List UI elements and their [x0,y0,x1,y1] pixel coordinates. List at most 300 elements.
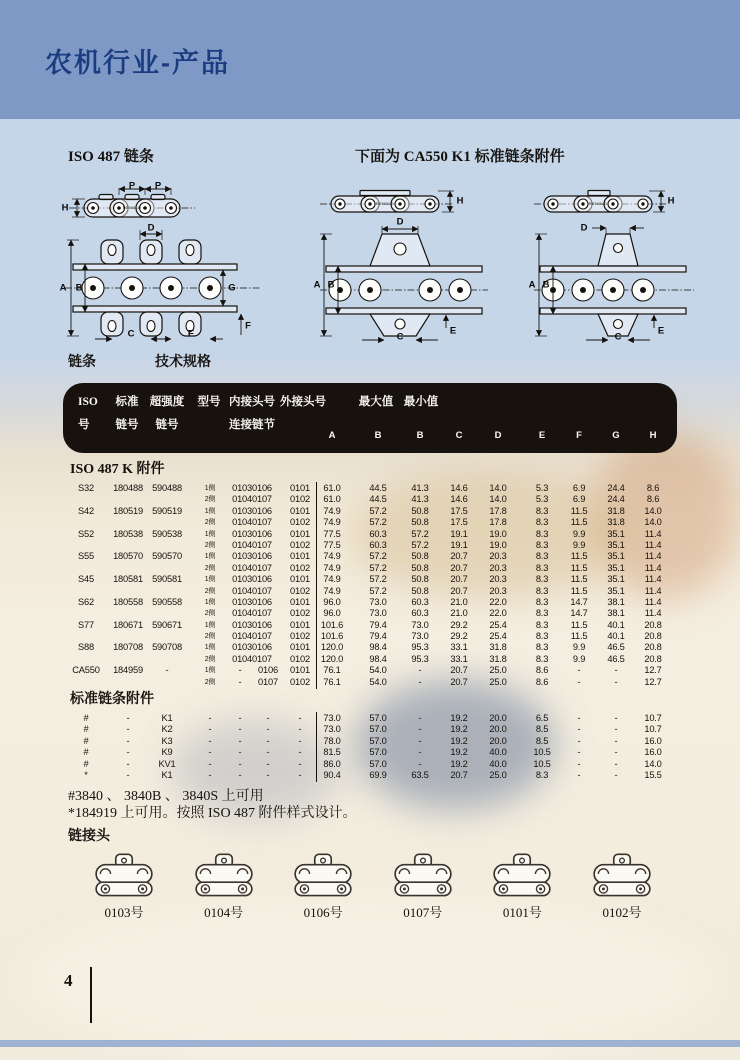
table-cell: 98.4 [369,642,387,653]
table-cell: 20.3 [489,574,507,585]
table-cell: 8.6 [646,494,660,505]
table-cell: 74.9 [323,505,341,516]
table-cell: # [83,758,89,769]
table-cell: 17.8 [489,517,507,528]
table-cell: - [418,758,422,769]
table-cell: 95.3 [411,653,429,664]
table-header [63,383,677,453]
table-rows [0,461,740,781]
table-cell: 29.2 [450,631,468,642]
dim-label-d: D [396,216,404,228]
dim-label-e: E [187,328,195,340]
table-cell: 2侧 [204,678,216,686]
col-iso-line2: 号 [78,419,90,431]
table-cell: 9.9 [572,653,586,664]
column-divider [316,769,317,782]
table-cell: 69.9 [369,769,387,780]
connector-item [178,852,270,919]
brand-text: RENOLD [122,205,142,210]
table-cell: 74.9 [323,517,341,528]
table-cell: - [238,735,242,746]
table-cell: - [266,747,270,758]
table-cell: 11.5 [570,517,588,528]
col-model: 型号 [197,396,221,408]
connector-label: 0103号 [104,905,144,921]
table-cell: 120.0 [320,642,344,653]
table-cell: 0102 [290,676,310,687]
table-cell: - [238,676,242,687]
table-cell: 01030106 [232,528,272,539]
table-cell: 57.2 [411,539,429,550]
col-super-line1: 超强度 [149,396,185,408]
table-cell: 8.3 [535,769,549,780]
table-row [0,551,740,562]
table-cell: 8.6 [535,665,549,676]
table-cell: 57.2 [369,585,387,596]
table-cell: - [614,724,618,735]
table-cell: - [298,713,302,724]
table-cell: 120.0 [320,653,344,664]
table-cell: 01030106 [232,574,272,585]
table-cell: 19.0 [489,528,507,539]
table-cell: 76.1 [323,665,341,676]
dim-label-c: C [614,331,622,343]
brand-text: RENOLD [375,201,395,206]
table-cell: 11.4 [644,585,662,596]
table-cell: KV1 [158,758,176,769]
table-cell: 0107 [258,676,278,687]
table-cell: 8.6 [535,676,549,687]
table-cell: 15.5 [644,769,662,780]
table-cell: 20.0 [489,713,507,724]
chain-drawing [55,178,305,343]
table-cell: 9.9 [572,528,586,539]
table-cell: - [298,769,302,780]
table-cell: 590570 [152,551,182,562]
table-cell: 11.5 [570,505,588,516]
table-cell: S42 [78,505,94,516]
table-cell: 20.7 [450,769,468,780]
table-cell: 57.0 [369,724,387,735]
connector-item [476,852,568,919]
table-cell: 25.0 [489,665,507,676]
table-row [0,608,740,619]
table-cell: 01040107 [232,517,272,528]
table-row [0,574,740,585]
table-cell: 14.0 [489,494,507,505]
table-cell: S32 [78,483,94,493]
table-cell: 25.0 [489,676,507,687]
table-cell: 12.7 [644,676,662,687]
table-cell: 11.4 [644,539,662,550]
table-cell: 8.3 [535,596,549,607]
dim-label-e: E [449,325,457,337]
table-cell: - [238,769,242,780]
connector-label: 0107号 [403,905,443,921]
table-cell: 10.7 [644,713,662,724]
table-row [0,517,740,528]
table-cell: - [418,735,422,746]
table-cell: 57.0 [369,747,387,758]
table-cell: - [418,747,422,758]
dim-label-c: C [396,331,404,343]
table-cell: 41.3 [411,494,429,505]
table-row [0,736,740,747]
table-row [0,540,740,551]
table-cell: 1侧 [204,667,216,675]
table-cell: 50.8 [411,562,429,573]
table-cell: - [614,758,618,769]
table-cell: 20.0 [489,735,507,746]
table-cell: 8.3 [535,642,549,653]
table-cell: - [298,724,302,735]
table-cell: 20.7 [450,574,468,585]
table-row [0,724,740,735]
table-cell: K3 [161,735,173,746]
table-cell: 57.0 [369,713,387,724]
table-cell: 35.1 [607,585,625,596]
table-cell: 0101 [290,483,310,493]
table-cell: 24.4 [607,494,625,505]
table-cell: 2侧 [204,655,216,663]
table-cell: 11.4 [644,574,662,585]
table-cell: 74.9 [323,562,341,573]
table-cell: 57.2 [369,505,387,516]
table-cell: 46.5 [607,642,625,653]
table-cell: 20.8 [644,653,662,664]
table-cell: 35.1 [607,528,625,539]
table-cell: 73.0 [411,631,429,642]
table-cell: - [208,747,212,758]
section-title: 标准链条附件 [70,692,154,708]
table-cell: 10.5 [533,747,551,758]
table-cell: 01040107 [232,539,272,550]
table-cell: # [83,724,89,735]
table-cell: 21.0 [450,596,468,607]
table-cell: 11.5 [570,585,588,596]
table-cell: - [208,758,212,769]
table-row [0,597,740,608]
table-row [0,631,740,642]
table-cell: - [126,747,130,758]
table-cell: 01030106 [232,596,272,607]
table-cell: - [208,735,212,746]
col-dim-d: D [494,430,502,441]
table-cell: 20.8 [644,642,662,653]
table-cell: - [577,676,581,687]
table-cell: - [577,769,581,780]
table-cell: 8.6 [646,483,660,493]
table-cell: - [577,665,581,676]
table-cell: - [298,735,302,746]
table-row [0,677,740,688]
table-cell: 2侧 [204,564,216,572]
table-caption-spec: 技术规格 [155,355,211,370]
table-cell: 63.5 [411,769,429,780]
table-cell: 46.5 [607,653,625,664]
table-cell: - [577,724,581,735]
dim-label-p: P [154,180,162,192]
table-cell: 50.8 [411,574,429,585]
col-std-line1: 标准 [115,396,139,408]
table-cell: - [126,724,130,735]
connector-item [277,852,369,919]
table-cell: - [418,665,422,676]
table-cell: 0102 [290,631,310,642]
table-cell: 50.8 [411,551,429,562]
col-std-line2: 链号 [115,419,139,431]
table-cell: 01040107 [232,585,272,596]
table-cell: 20.7 [450,665,468,676]
table-cell: 54.0 [369,665,387,676]
table-cell: 180570 [113,551,143,562]
table-cell: 20.7 [450,551,468,562]
col-outer: 外接头号 [280,396,326,408]
table-cell: - [266,758,270,769]
table-cell: 0101 [290,596,310,607]
table-cell: 180519 [113,505,143,516]
table-cell: 44.5 [369,483,387,493]
table-cell: 20.3 [489,585,507,596]
table-cell: 57.2 [369,574,387,585]
chain-link-icon [390,852,456,900]
table-cell: 590519 [152,505,182,516]
table-cell: 1侧 [204,530,216,538]
table-cell: 2侧 [204,541,216,549]
dim-label-a: A [313,279,321,291]
table-cell: 41.3 [411,483,429,493]
table-cell: 8.5 [535,735,549,746]
table-cell: 60.3 [411,608,429,619]
table-cell: 0101 [290,619,310,630]
table-cell: 1侧 [204,621,216,629]
chain-link-icon [91,852,157,900]
table-cell: 8.3 [535,653,549,664]
col-dim-f: F [576,430,582,441]
table-cell: 0102 [290,608,310,619]
table-cell: 25.4 [489,631,507,642]
table-cell: 11.4 [644,596,662,607]
table-cell: 77.5 [323,539,341,550]
table-cell: - [266,724,270,735]
table-cell: 11.4 [644,528,662,539]
connector-label: 0101号 [502,905,542,921]
table-cell: 20.8 [644,619,662,630]
table-cell: 01040107 [232,631,272,642]
table-cell: 19.1 [450,528,468,539]
table-cell: - [238,758,242,769]
table-cell: 8.5 [535,724,549,735]
table-cell: 81.5 [323,747,341,758]
table-cell: - [614,769,618,780]
connector-gallery [0,846,740,919]
table-cell: 35.1 [607,574,625,585]
table-cell: 14.0 [644,505,662,516]
photo-light-blob [30,900,710,1060]
footnotes [68,788,740,822]
table-row [0,747,740,758]
table-cell: 73.0 [323,724,341,735]
connector-item [377,852,469,919]
dim-label-b: B [75,282,83,294]
table-cell: 20.3 [489,562,507,573]
table-cell: 22.0 [489,608,507,619]
table-cell: 1侧 [204,644,216,652]
table-cell: 180488 [113,483,143,493]
table-cell: 14.0 [644,758,662,769]
dim-label-b: B [542,279,550,291]
table-cell: 590558 [152,596,182,607]
dim-label-h: H [456,195,464,207]
table-row [0,713,740,724]
table-cell: - [238,665,242,676]
table-cell: 01030106 [232,551,272,562]
page-number-rule [90,967,92,1023]
table-cell: 1侧 [204,576,216,584]
table-cell: K1 [161,769,173,780]
table-cell: 0102 [290,585,310,596]
table-cell: 17.8 [489,505,507,516]
table-cell: 6.9 [572,483,586,493]
page-title: 农机行业-产品 [45,48,230,78]
table-cell: 8.3 [535,505,549,516]
page-number: 4 [64,971,73,990]
table-cell: 11.4 [644,551,662,562]
table-cell: S88 [78,642,94,653]
col-inner-line2: 连接链节 [229,419,275,431]
table-cell: 01030106 [232,642,272,653]
table-cell: S62 [78,596,94,607]
table-cell: 14.7 [570,608,588,619]
table-cell: 8.3 [535,562,549,573]
table-cell: - [126,769,130,780]
chain-drawing [528,178,728,343]
table-cell: 11.4 [644,608,662,619]
table-cell: 22.0 [489,596,507,607]
table-cell: 73.0 [411,619,429,630]
table-cell: 35.1 [607,539,625,550]
table-cell: 590708 [152,642,182,653]
table-cell: 101.6 [320,619,344,630]
table-cell: - [126,735,130,746]
table-cell: 40.1 [607,619,625,630]
table-cell: - [614,735,618,746]
table-caption-chain: 链条 [68,355,96,370]
table-cell: K2 [161,724,173,735]
table-cell: - [577,735,581,746]
col-dim-c: C [455,430,463,441]
chain-diagram-iso487 [55,178,305,343]
table-cell: 590671 [152,619,182,630]
table-cell: 0101 [290,574,310,585]
dim-label-g: G [228,282,236,294]
table-cell: 590581 [152,574,182,585]
table-cell: 01030106 [232,619,272,630]
table-row [0,563,740,574]
table-cell: - [208,769,212,780]
table-cell: 44.5 [369,494,387,505]
table-cell: 96.0 [323,596,341,607]
table-cell: 8.3 [535,517,549,528]
connector-label: 0102号 [602,905,642,921]
table-cell: * [84,769,88,780]
table-cell: 40.0 [489,758,507,769]
table-cell: 40.0 [489,747,507,758]
table-cell: 57.2 [369,562,387,573]
table-cell: 61.0 [323,483,341,493]
table-cell: 35.1 [607,551,625,562]
table-cell: 77.5 [323,528,341,539]
table-cell: 60.3 [411,596,429,607]
dim-label-p: P [128,180,136,192]
table-cell: # [83,735,89,746]
connector-item [78,852,170,919]
table-cell: 17.5 [450,505,468,516]
table-cell: 17.5 [450,517,468,528]
table-cell: - [298,758,302,769]
table-cell: 21.0 [450,608,468,619]
table-cell: 6.9 [572,494,586,505]
table-cell: 16.0 [644,735,662,746]
col-dim-e: E [538,430,546,441]
table-cell: 20.8 [644,631,662,642]
chain-link-icon [290,852,356,900]
col-dim-a: A [328,430,336,441]
table-cell: - [614,676,618,687]
table-cell: 40.1 [607,631,625,642]
table-cell: 184959 [113,665,143,676]
table-cell: 2侧 [204,587,216,595]
table-cell: 20.7 [450,562,468,573]
table-cell: - [126,758,130,769]
col-super-line2: 链号 [155,419,179,431]
table-cell: 50.8 [411,585,429,596]
table-cell: - [238,724,242,735]
table-cell: 1侧 [204,598,216,606]
table-cell: 61.0 [323,494,341,505]
table-cell: 86.0 [323,758,341,769]
table-cell: 8.3 [535,528,549,539]
connector-label: 0104号 [204,905,244,921]
table-cell: # [83,747,89,758]
table-row [0,586,740,597]
table-cell: 38.1 [607,608,625,619]
table-cell: 95.3 [411,642,429,653]
table-cell: K1 [161,713,173,724]
col-max: 最大值 [358,396,394,408]
table-cell: 01040107 [232,608,272,619]
table-cell: 19.2 [450,735,468,746]
table-cell: - [126,713,130,724]
table-cell: 01040107 [232,494,272,505]
table-cell: - [238,747,242,758]
table-cell: 14.7 [570,596,588,607]
table-cell: 38.1 [607,596,625,607]
table-cell: - [208,724,212,735]
table-cell: 0102 [290,653,310,664]
table-cell: 54.0 [369,676,387,687]
table-cell: 19.1 [450,539,468,550]
connector-label: 0106号 [303,905,343,921]
dim-label-d: D [580,222,588,234]
table-cell: 2侧 [204,633,216,641]
right-section-title: 下面为 CA550 K1 标准链条附件 [355,149,565,165]
table-cell: 33.1 [450,642,468,653]
table-cell: 31.8 [607,505,625,516]
table-cell: - [165,665,169,676]
table-row [0,494,740,505]
footnote: *184919 上可用。按照 ISO 487 附件样式设计。 [68,806,357,822]
